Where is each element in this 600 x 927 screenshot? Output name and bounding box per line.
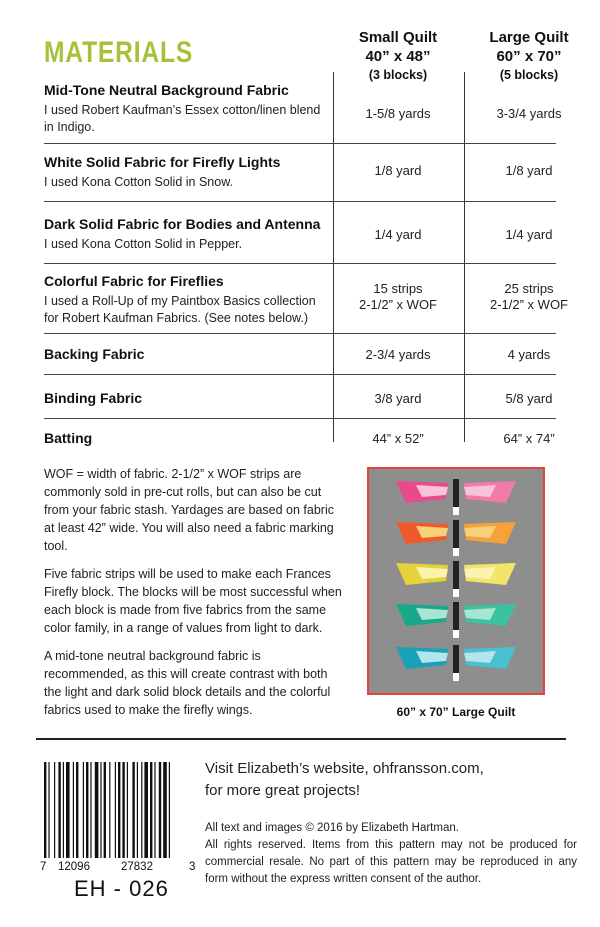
column-header-large bbox=[464, 28, 594, 85]
large-quilt-value: 3-3/4 yards bbox=[496, 106, 562, 121]
barcode-bar bbox=[115, 762, 116, 858]
row-divider bbox=[44, 418, 556, 419]
barcode-bar bbox=[137, 762, 138, 858]
row-label: Colorful Fabric for Fireflies bbox=[44, 273, 224, 289]
row-description: I used a Roll-Up of my Paintbox Basics collection for Robert Kaufman Fabrics. (See notes below.) bbox=[44, 294, 316, 325]
copyright-line: All text and images © 2016 by Elizabeth Hartman. bbox=[205, 822, 459, 834]
barcode-bar bbox=[127, 762, 128, 858]
row-divider bbox=[44, 263, 556, 264]
row-divider bbox=[44, 143, 556, 144]
row-divider bbox=[44, 201, 556, 202]
row-divider bbox=[44, 374, 556, 375]
large-quilt-value: 5/8 yard bbox=[505, 391, 553, 406]
barcode-bar bbox=[73, 762, 74, 858]
barcode-bar bbox=[122, 762, 124, 858]
row-label: Backing Fabric bbox=[44, 346, 145, 362]
column-divider bbox=[464, 72, 465, 442]
column-header-small bbox=[333, 28, 463, 85]
barcode-bar bbox=[144, 762, 148, 858]
page-title: MATERIALS bbox=[44, 36, 194, 69]
small-quilt-value: 2-3/4 yards bbox=[365, 347, 431, 362]
website-promo-line: for more great projects! bbox=[205, 782, 361, 799]
small-quilt-value: 1/8 yard bbox=[374, 163, 422, 178]
barcode-bar bbox=[132, 762, 134, 858]
barcode-bar bbox=[118, 762, 120, 858]
large-quilt-name: Large Quilt bbox=[489, 29, 569, 46]
barcode-icon bbox=[44, 762, 194, 858]
barcode-bar bbox=[90, 762, 91, 858]
small-quilt-value: 15 strips bbox=[373, 281, 423, 296]
copyright-notice bbox=[205, 820, 577, 888]
row-description: I used Kona Cotton Solid in Snow. bbox=[44, 175, 234, 189]
product-code: EH - 026 bbox=[74, 876, 169, 901]
small-quilt-value: 44” x 52” bbox=[372, 431, 424, 446]
firefly-quilt-illustration bbox=[369, 469, 543, 693]
firefly-pink bbox=[396, 479, 516, 515]
barcode-digits: 12096 bbox=[58, 861, 90, 873]
large-quilt-value: 4 yards bbox=[507, 347, 551, 362]
large-quilt-value: 64” x 74” bbox=[503, 431, 555, 446]
firefly-green bbox=[396, 602, 516, 638]
row-label: White Solid Fabric for Firefly Lights bbox=[44, 154, 281, 170]
note-paragraph: A mid-tone neutral background fabric is recommended, as this will create contrast with both the light and dark solid block details and the colorful fabrics used to make the firefly wings. bbox=[44, 649, 331, 717]
column-divider bbox=[333, 72, 334, 442]
small-quilt-name: Small Quilt bbox=[358, 29, 438, 46]
barcode-bar bbox=[169, 762, 170, 858]
large-quilt-value: 1/4 yard bbox=[505, 227, 553, 242]
row-label: Batting bbox=[44, 430, 93, 446]
website-promo-line: Visit Elizabeth’s website, ohfransson.com, bbox=[205, 760, 484, 777]
rights-statement: All rights reserved. Items from this pattern may not be produced for commercial resale. No part of this pattern may be reproduced in any form without the express written consent of the author. bbox=[205, 839, 577, 885]
barcode-bar bbox=[159, 762, 161, 858]
barcode-digit: 3 bbox=[189, 861, 196, 873]
firefly-yellow bbox=[396, 561, 516, 597]
small-quilt-dims: 40” x 48” bbox=[365, 48, 431, 65]
small-quilt-value: 1/4 yard bbox=[374, 227, 422, 242]
row-label: Mid-Tone Neutral Background Fabric bbox=[44, 82, 289, 98]
barcode-digit: 7 bbox=[40, 861, 47, 873]
small-quilt-value: 3/8 yard bbox=[374, 391, 422, 406]
firefly-teal bbox=[396, 645, 516, 681]
barcode-bar bbox=[163, 762, 167, 858]
barcode-bar bbox=[66, 762, 70, 858]
barcode-bar bbox=[104, 762, 106, 858]
barcode-bar bbox=[58, 762, 60, 858]
barcode-bar bbox=[150, 762, 152, 858]
section-divider bbox=[36, 738, 566, 740]
notes bbox=[44, 465, 344, 729]
firefly-orange bbox=[396, 520, 516, 556]
note-paragraph: Five fabric strips will be used to make each Frances Firefly block. The blocks will be most successful when each block is made from five fabrics from the same color family, in a range of values from light to dark. bbox=[44, 567, 342, 635]
large-quilt-value-detail: 2-1/2” x WOF bbox=[489, 297, 568, 312]
large-quilt-value: 1/8 yard bbox=[505, 163, 553, 178]
barcode-bar bbox=[83, 762, 84, 858]
large-quilt-value: 25 strips bbox=[504, 281, 554, 296]
barcode-bar bbox=[141, 762, 142, 858]
small-quilt-value-detail: 2-1/2” x WOF bbox=[358, 297, 437, 312]
barcode-bar bbox=[86, 762, 88, 858]
barcode-bar bbox=[154, 762, 155, 858]
large-quilt-dims: 60” x 70” bbox=[496, 48, 562, 65]
row-description: I used Robert Kaufman’s Essex cotton/linen blend in Indigo. bbox=[44, 103, 321, 134]
barcode-bar bbox=[44, 762, 46, 858]
barcode-bar bbox=[63, 762, 64, 858]
small-quilt-blocks: (3 blocks) bbox=[368, 68, 428, 82]
barcode-bar bbox=[109, 762, 110, 858]
row-label: Binding Fabric bbox=[44, 390, 142, 406]
row-label: Dark Solid Fabric for Bodies and Antenna bbox=[44, 216, 321, 232]
website-promo bbox=[205, 758, 484, 802]
quilt-caption: 60” x 70” Large Quilt bbox=[396, 705, 516, 719]
large-quilt-blocks: (5 blocks) bbox=[499, 68, 559, 82]
row-description: I used Kona Cotton Solid in Pepper. bbox=[44, 237, 243, 251]
quilt-photo bbox=[367, 467, 545, 695]
barcode-bar bbox=[76, 762, 78, 858]
note-paragraph: WOF = width of fabric. 2-1/2” x WOF strips are commonly sold in pre-cut rolls, but can also be cut from your fabric stash. Yardages are based on fabric at least 42” wide. You will also need a fabric marking tool. bbox=[44, 467, 334, 553]
row-divider bbox=[44, 333, 556, 334]
barcode-bar bbox=[54, 762, 55, 858]
barcode-digits: 27832 bbox=[121, 861, 153, 873]
barcode-bar bbox=[100, 762, 101, 858]
barcode-bar bbox=[48, 762, 49, 858]
small-quilt-value: 1-5/8 yards bbox=[365, 106, 431, 121]
barcode-bar bbox=[95, 762, 99, 858]
